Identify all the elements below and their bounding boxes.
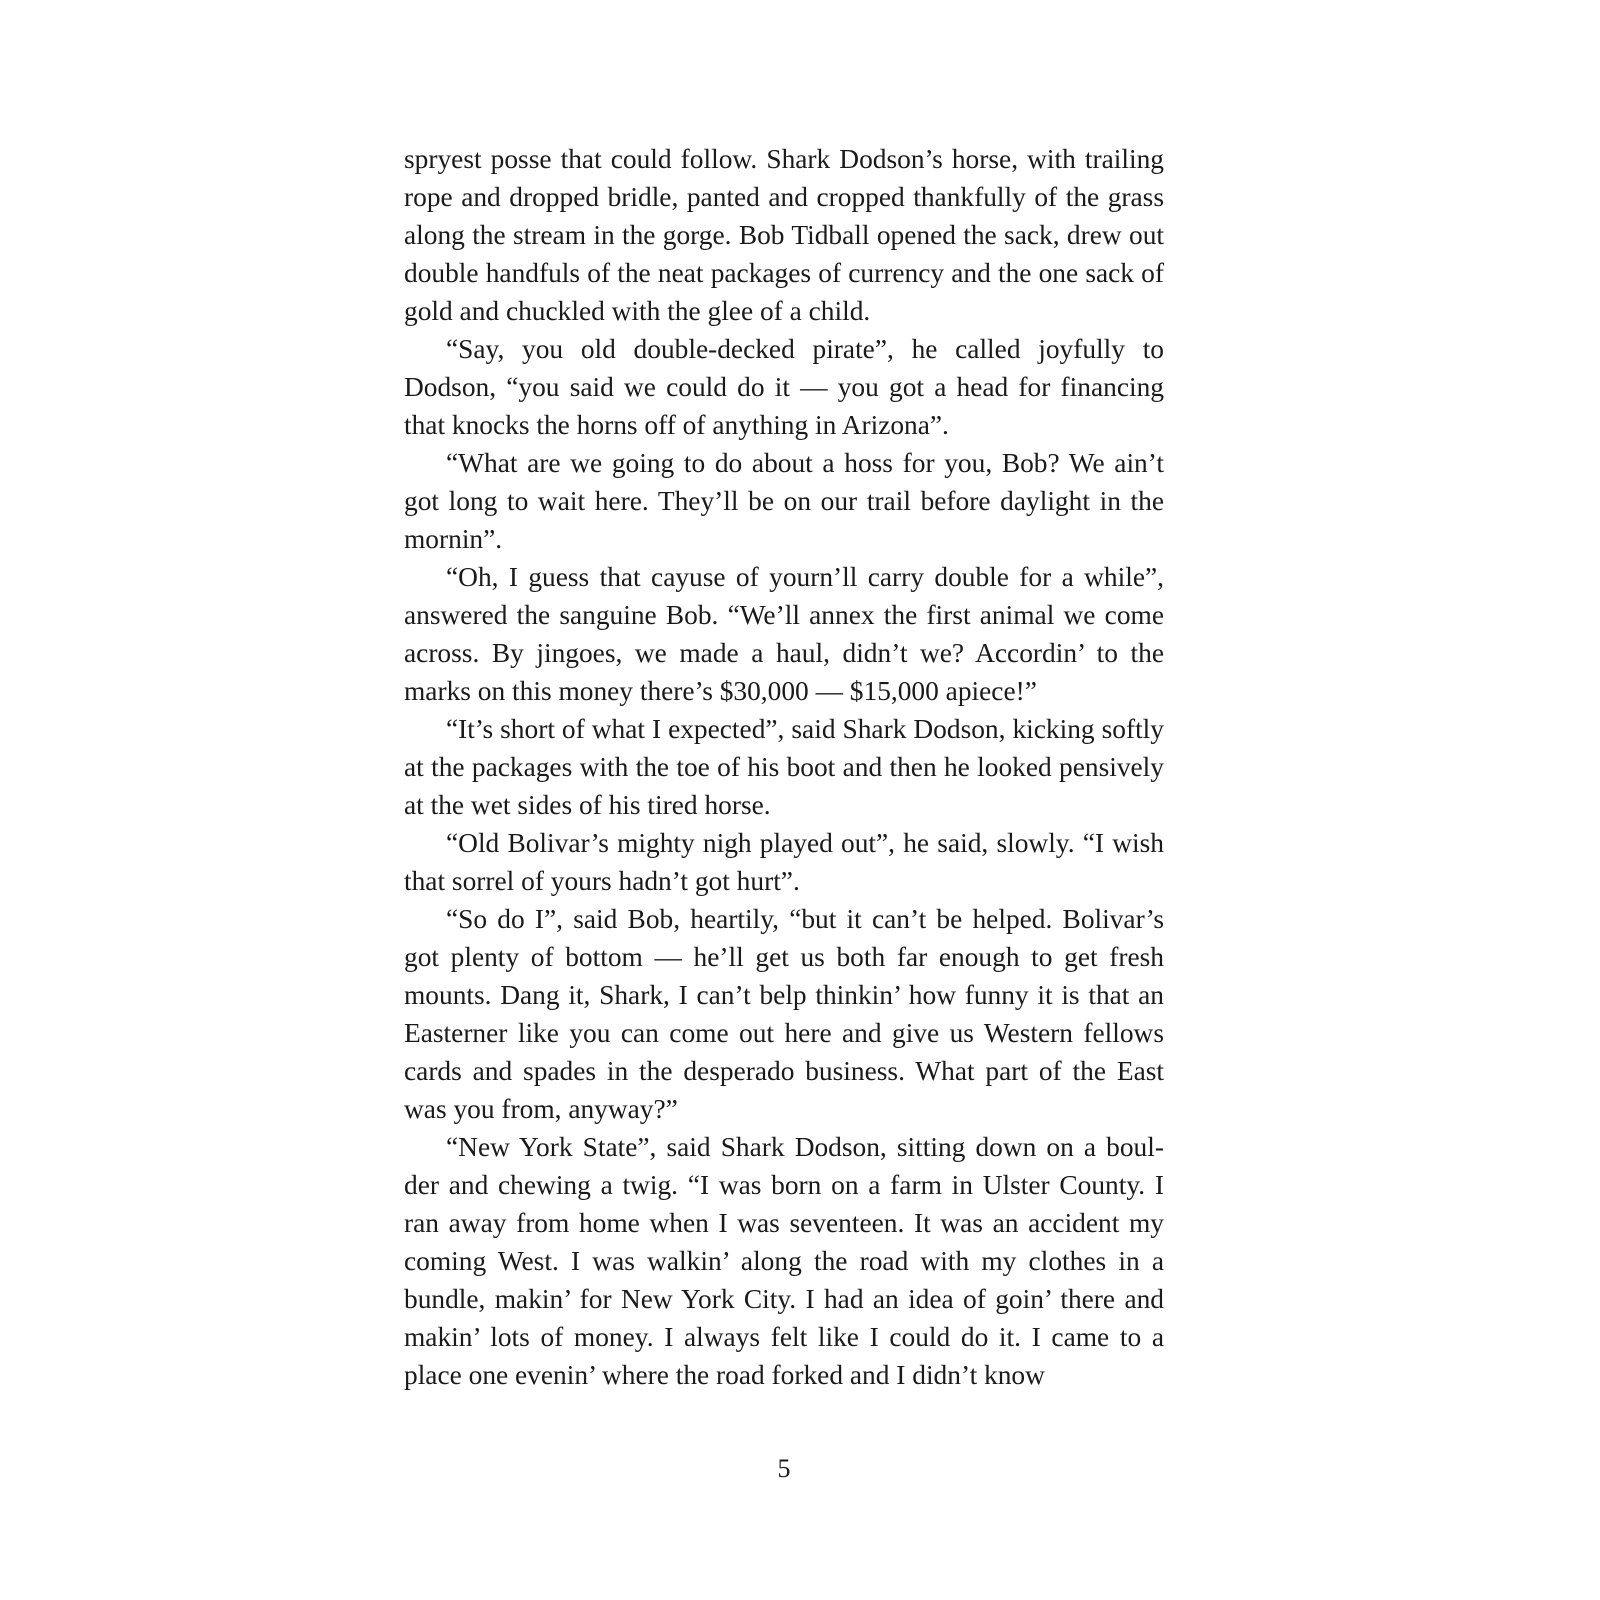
page-number: 5 xyxy=(777,1454,791,1483)
paragraph-5: “It’s short of what I expected”, said Shark Dodson, kicking softly at the packages with the toe of his boot and then he looked pensively at the wet sides of his tired horse. xyxy=(404,714,1164,820)
paragraph-1: spryest posse that could follow. Shark Dodson’s horse, with trailing rope and dropped bridle, panted and cropped thankfully of the grass along the stream in the gorge. Bob Tidball opened the sack, drew out double handfuls of the neat packages of currency and the one sack of gold and chuckled with the glee of a child. xyxy=(404,144,1164,326)
book-page xyxy=(404,140,1164,1440)
paragraph-4: “Oh, I guess that cayuse of yourn’ll carry double for a while”, answered the sanguine Bob. “We’ll annex the first animal we come across. By jingoes, we made a haul, didn’t we? Accordin’ to the marks on this money there’s $30,000 — $15,000 apiece!” xyxy=(404,562,1164,706)
paragraph-7: “So do I”, said Bob, heartily, “but it can’t be helped. Bolivar’s got plenty of bottom — he’ll get us both far enough to get fresh mounts. Dang it, Shark, I can’t belp thinkin’ how funny it is that an Easterner like you can come out here and give us Western fellows cards and spades in the desperado business. What part of the East was you from, anyway?” xyxy=(404,904,1164,1124)
paragraph-8: “New York State”, said Shark Dodson, sitting down on a boul-der and chewing a twig. “I was born on a farm in Ulster County. I ran away from home when I was seventeen. It was an accident my coming West. I was walkin’ along the road with my clothes in a bundle, makin’ for New York City. I had an idea of goin’ there and makin’ lots of money. I always felt like I could do it. I came to a place one evenin’ where the road forked and I didn’t know xyxy=(404,1132,1164,1390)
body-text xyxy=(404,140,1164,1394)
paragraph-3: “What are we going to do about a hoss for you, Bob? We ain’t got long to wait here. They’ll be on our trail before daylight in the mornin”. xyxy=(404,448,1164,554)
paragraph-2: “Say, you old double-decked pirate”, he called joyfully to Dodson, “you said we could do it — you got a head for financing that knocks the horns off of anything in Arizona”. xyxy=(404,334,1164,440)
paragraph-6: “Old Bolivar’s mighty nigh played out”, he said, slowly. “I wish that sorrel of yours hadn’t got hurt”. xyxy=(404,828,1164,896)
